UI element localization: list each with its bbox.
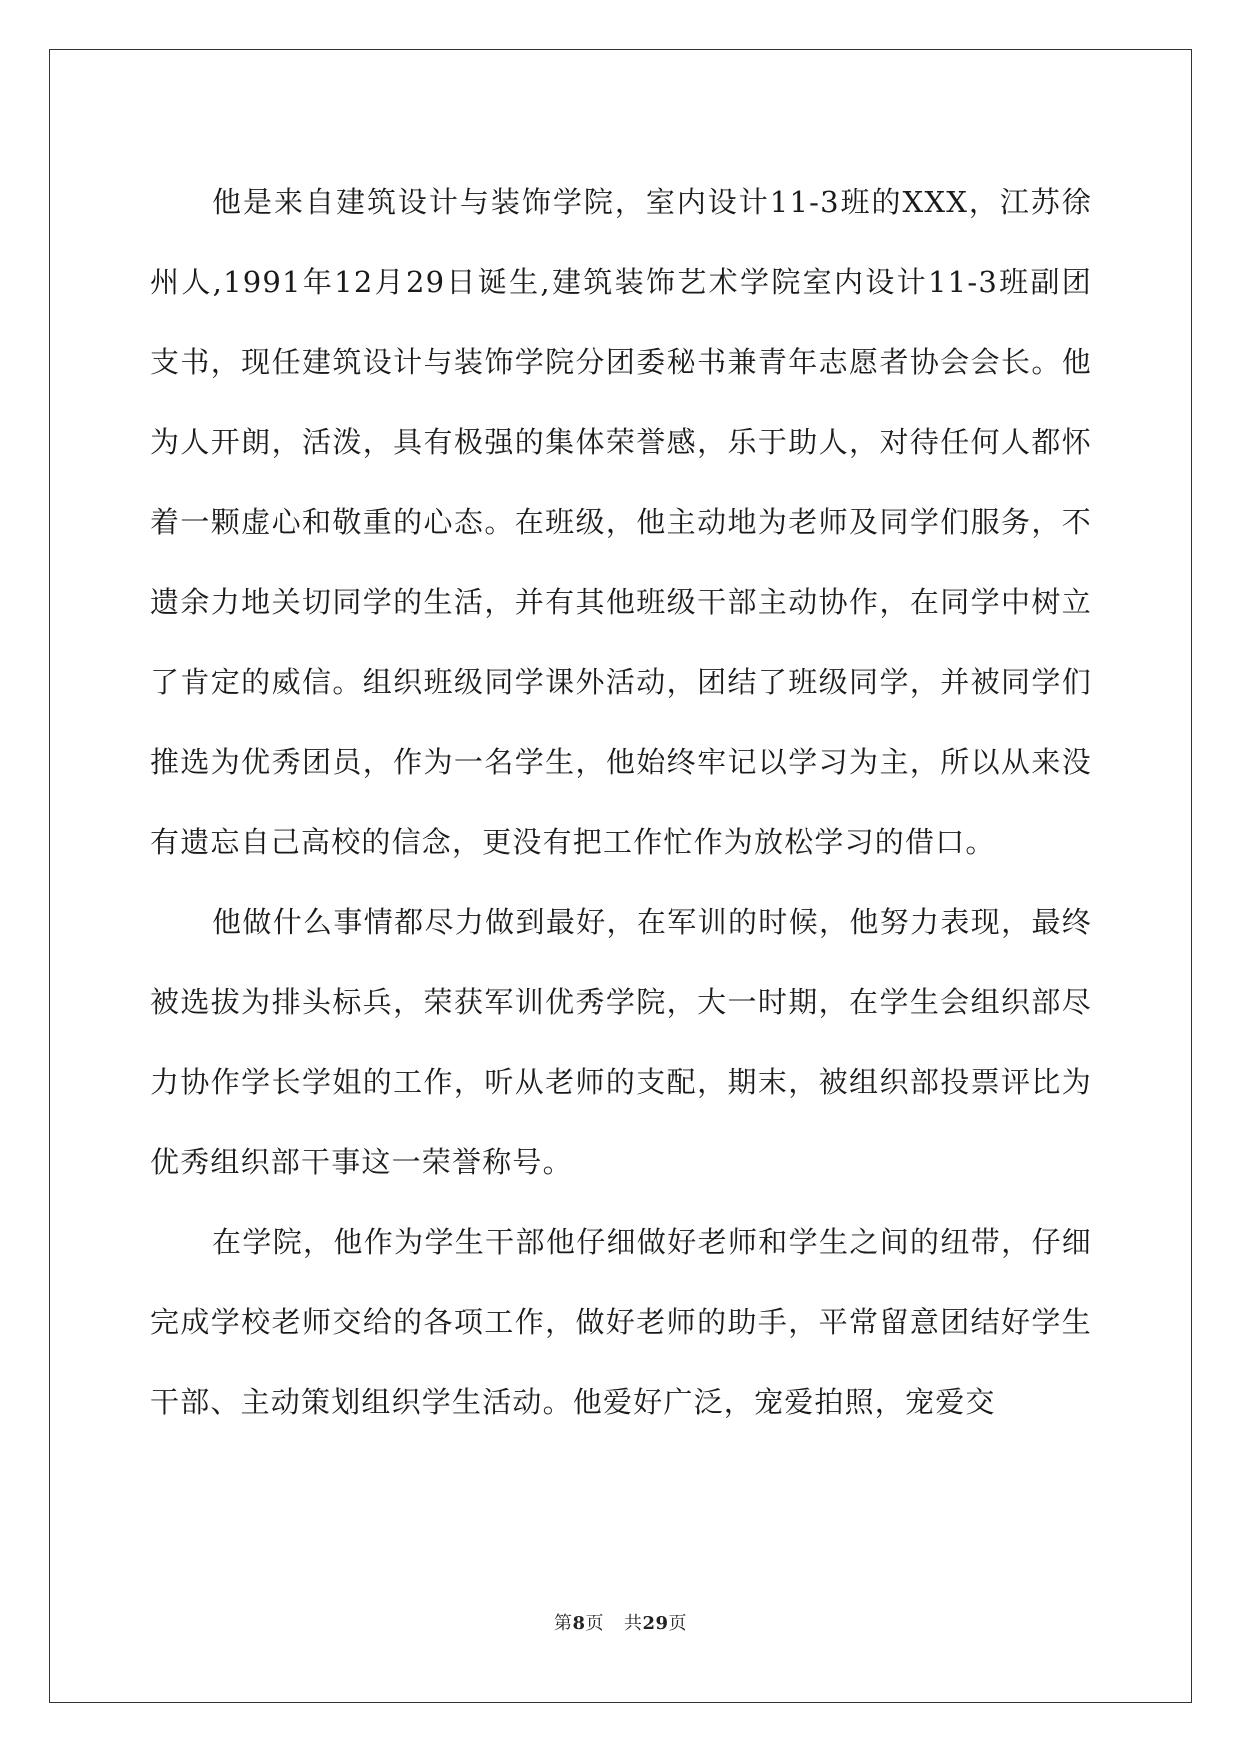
current-page-number: 8 (572, 1613, 586, 1634)
paragraph-2: 他做什么事情都尽力做到最好，在军训的时候，他努力表现，最终被选拔为排头标兵，荣获军训优秀学院，大一时期，在学生会组织部尽力协作学长学姐的工作，听从老师的支配，期末，被组织部投票评比为优秀组织部干事这一荣誉称号。 (150, 905, 1092, 1179)
total-suffix: 页 (668, 1613, 688, 1634)
page-suffix: 页 (585, 1613, 604, 1634)
paragraph-3: 在学院，他作为学生干部他仔细做好老师和学生之间的纽带，仔细完成学校老师交给的各项工作，做好老师的助手，平常留意团结好学生干部、主动策划组织学生活动。他爱好广泛，宠爱拍照，宠爱交 (150, 1225, 1092, 1419)
page-prefix: 第 (553, 1613, 573, 1634)
page-footer (0, 1609, 1241, 1635)
document-body (150, 162, 1092, 1442)
total-pages-number: 29 (642, 1613, 669, 1634)
total-prefix: 共 (623, 1613, 643, 1634)
paragraph-1: 他是来自建筑设计与装饰学院，室内设计11-3班的XXX，江苏徐州人,1991年12月29日诞生,建筑装饰艺术学院室内设计11-3班副团支书，现任建筑设计与装饰学院分团委秘书兼青年志愿者协会会长。他为人开朗，活泼，具有极强的集体荣誉感，乐于助人，对待任何人都怀着一颗虚心和敬重的心态。在班级，他主动地为老师及同学们服务，不遗余力地关切同学的生活，并有其他班级干部主动协作，在同学中树立了肯定的威信。组织班级同学课外活动，团结了班级同学，并被同学们推选为优秀团员，作为一名学生，他始终牢记以学习为主，所以从来没有遗忘自己高校的信念，更没有把工作忙作为放松学习的借口。 (150, 185, 1092, 859)
